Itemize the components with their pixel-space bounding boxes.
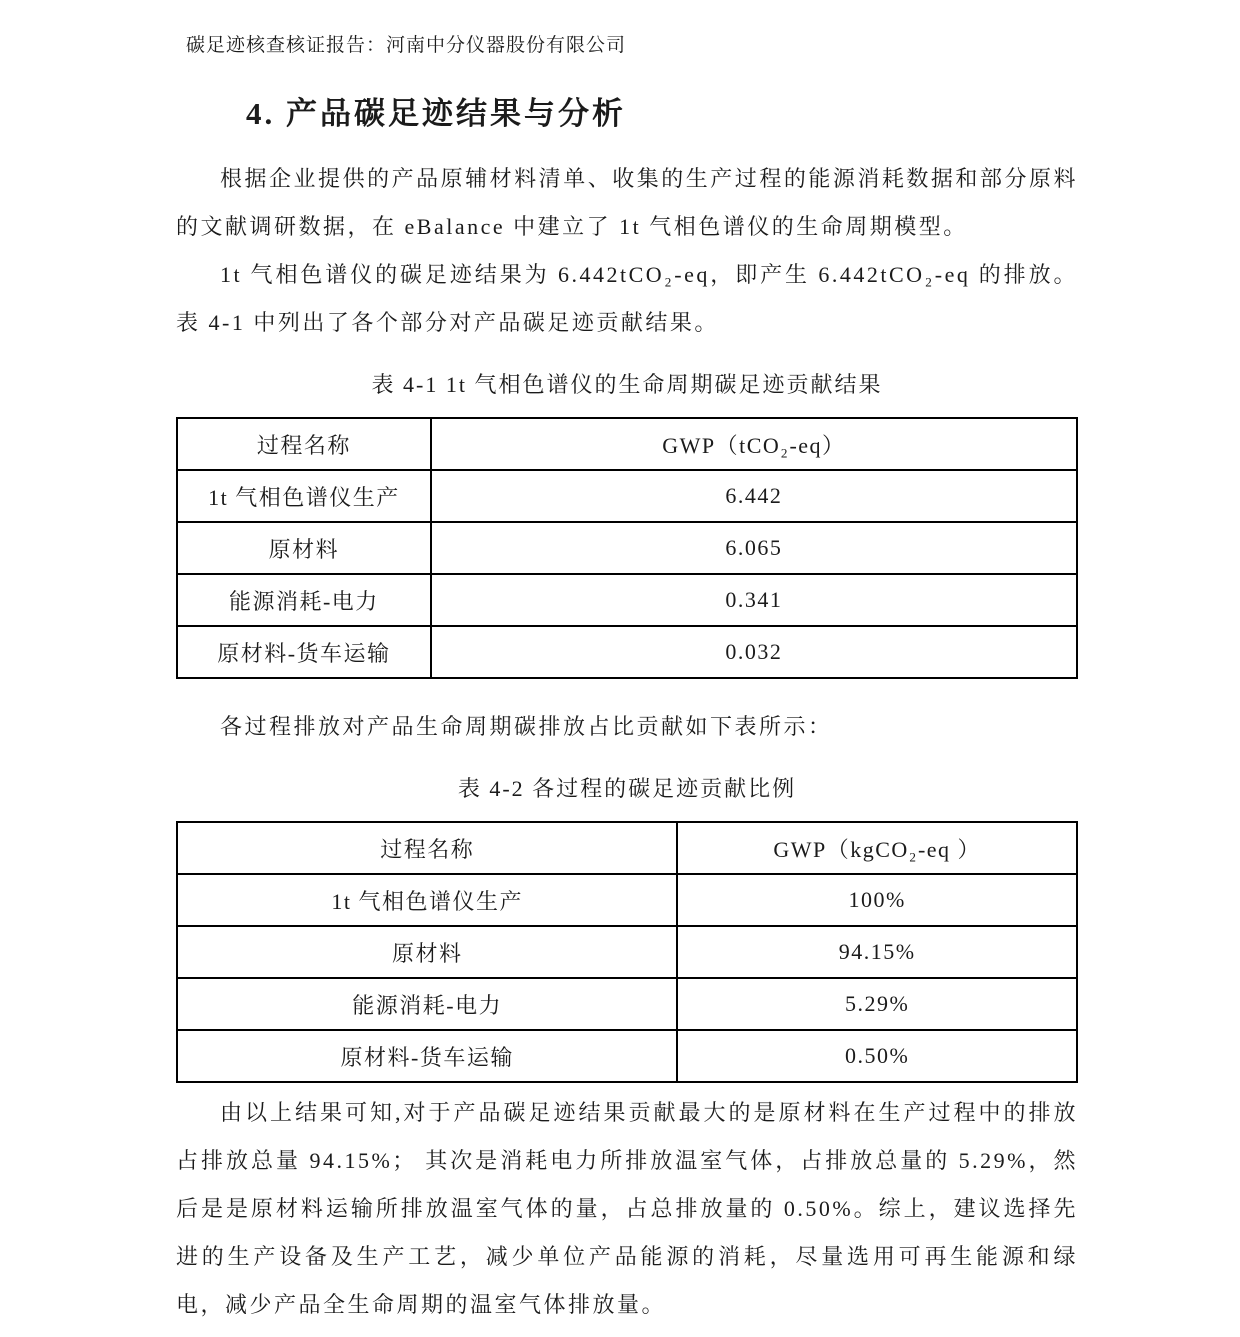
document-body: [176, 155, 1078, 1329]
process-name-cell: 原材料-货车运输: [177, 626, 431, 678]
gwp-value-cell: 6.065: [431, 522, 1077, 574]
process-name-cell: 原材料: [177, 522, 431, 574]
paragraph-transition: 各过程排放对产品生命周期碳排放占比贡献如下表所示：: [220, 714, 833, 739]
table-row: [177, 470, 1077, 522]
table-4-1-caption: 表 4-1 1t 气相色谱仪的生命周期碳足迹贡献结果: [371, 372, 883, 397]
table-row: [177, 874, 1077, 926]
process-name-cell: 1t 气相色谱仪生产: [177, 470, 431, 522]
gwp-value-cell: 0.341: [431, 574, 1077, 626]
table-row: [177, 522, 1077, 574]
table-row: [177, 574, 1077, 626]
gwp-value-cell: 0.50%: [677, 1030, 1077, 1082]
gwp-value-cell: 100%: [677, 874, 1077, 926]
process-name-header: 过程名称: [177, 822, 677, 874]
table-4-1: [176, 417, 1078, 679]
table-row: [177, 1030, 1077, 1082]
table-row: [177, 978, 1077, 1030]
table-row: [177, 926, 1077, 978]
gwp-value-cell: 5.29%: [677, 978, 1077, 1030]
paragraph-result: 1t 气相色谱仪的碳足迹结果为 6.442tCO₂-eq，即产生 6.442tCO₂-eq 的排放。表 4-1 中列出了各个部分对产品碳足迹贡献结果。: [176, 262, 1078, 335]
table-4-2-caption: 表 4-2 各过程的碳足迹贡献比例: [457, 776, 797, 801]
gwp-value-cell: 6.442: [431, 470, 1077, 522]
process-name-cell: 能源消耗-电力: [177, 574, 431, 626]
paragraph-intro: 根据企业提供的产品原辅材料清单、收集的生产过程的能源消耗数据和部分原料的文献调研数据，在 eBalance 中建立了 1t 气相色谱仪的生命周期模型。: [176, 166, 1078, 239]
table-4-2: [176, 821, 1078, 1083]
report-header: 碳足迹核查核证报告：河南中分仪器股份有限公司: [186, 35, 627, 56]
gwp-header: GWP（kgCO₂-eq ）: [677, 822, 1077, 874]
gwp-header: GWP（tCO₂-eq）: [431, 418, 1077, 470]
table-header-row: [177, 418, 1077, 470]
process-name-cell: 能源消耗-电力: [177, 978, 677, 1030]
process-name-cell: 原材料: [177, 926, 677, 978]
paragraph-conclusion: 由以上结果可知,对于产品碳足迹结果贡献最大的是原材料在生产过程中的排放占排放总量 94.15%； 其次是消耗电力所排放温室气体，占排放总量的 5.29%，然后是是原材料运输所排放温室气体的量，占总排放量的 0.50%。综上，建议选择先进的生产设备及生产工艺，减少单位产品能源的消耗，尽量选用可再生能源和绿电，减少产品全生命周期的温室气体排放量。: [176, 1100, 1078, 1317]
table-header-row: [177, 822, 1077, 874]
process-name-cell: 原材料-货车运输: [177, 1030, 677, 1082]
gwp-value-cell: 94.15%: [677, 926, 1077, 978]
gwp-value-cell: 0.032: [431, 626, 1077, 678]
process-name-header: 过程名称: [177, 418, 431, 470]
section-title: 4. 产品碳足迹结果与分析: [246, 96, 626, 131]
table-row: [177, 626, 1077, 678]
process-name-cell: 1t 气相色谱仪生产: [177, 874, 677, 926]
